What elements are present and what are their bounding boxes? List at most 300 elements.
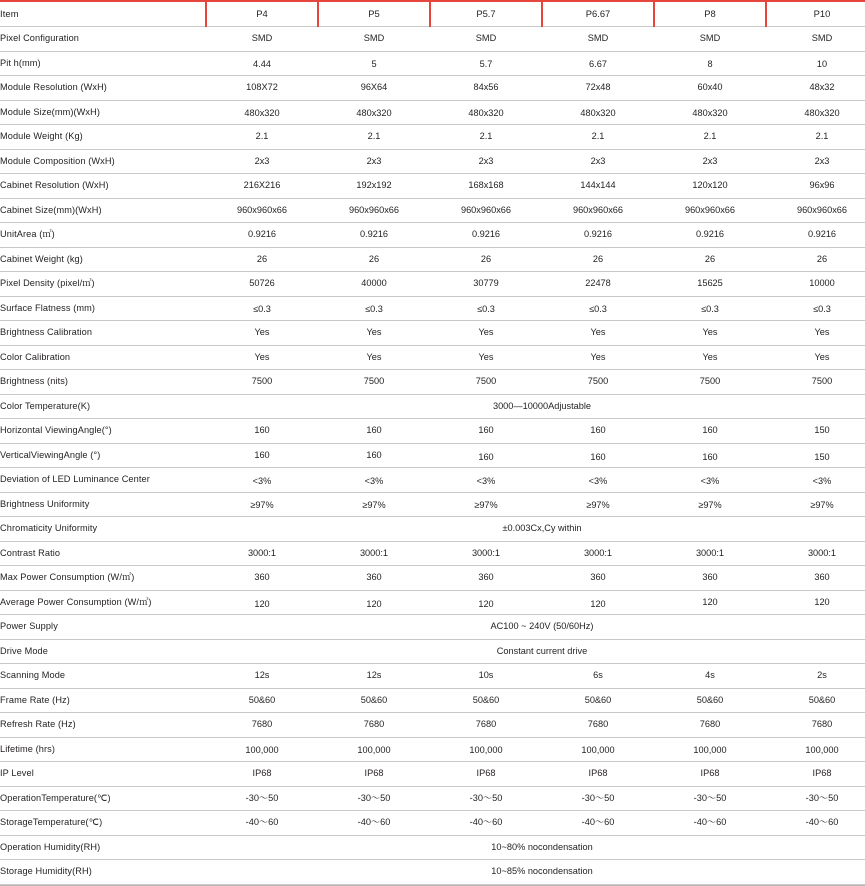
table-row bbox=[0, 370, 865, 395]
cell-text: 192x192 bbox=[356, 180, 392, 191]
row-value bbox=[766, 296, 865, 321]
row-value bbox=[206, 811, 318, 836]
cell-text: 3000:1 bbox=[359, 547, 389, 558]
row-label: Refresh Rate (Hz) bbox=[0, 713, 206, 738]
specification-table bbox=[0, 2, 865, 885]
row-label: Scanning Mode bbox=[0, 664, 206, 689]
cell-text: -40～60 bbox=[581, 817, 615, 828]
cell-text: 360 bbox=[814, 572, 830, 583]
row-value bbox=[542, 688, 654, 713]
row-value bbox=[206, 149, 318, 174]
cell-text: 100,000 bbox=[245, 744, 279, 755]
row-value bbox=[766, 76, 865, 101]
row-value bbox=[206, 125, 318, 150]
row-label: Cabinet Size(mm)(WxH) bbox=[0, 198, 206, 223]
row-value bbox=[430, 51, 542, 76]
cell-text: 160 bbox=[254, 449, 270, 460]
row-label: Deviation of LED Luminance Center bbox=[0, 468, 206, 493]
row-value bbox=[654, 125, 766, 150]
row-value bbox=[430, 713, 542, 738]
row-value-merged: ±0.003Cx,Cy within bbox=[206, 517, 865, 542]
cell-text: 8 bbox=[707, 58, 713, 69]
cell-text: -40～60 bbox=[693, 817, 727, 828]
row-value bbox=[542, 125, 654, 150]
cell-text: <3% bbox=[476, 476, 496, 487]
cell-text: 26 bbox=[704, 253, 716, 264]
cell-text: ≤0.3 bbox=[813, 303, 831, 314]
row-label: Module Composition (WxH) bbox=[0, 149, 206, 174]
cell-text: Yes bbox=[254, 327, 270, 338]
cell-text: 160 bbox=[590, 425, 606, 436]
row-value bbox=[542, 223, 654, 248]
cell-text: 360 bbox=[254, 572, 270, 583]
row-value bbox=[654, 762, 766, 787]
column-header-1: P4 bbox=[206, 2, 318, 27]
cell-text: 2.1 bbox=[479, 131, 493, 142]
table-row bbox=[0, 223, 865, 248]
cell-text: 3000:1 bbox=[695, 547, 725, 558]
cell-text: 6s bbox=[593, 670, 603, 681]
row-value bbox=[430, 566, 542, 591]
column-header-5: P8 bbox=[654, 2, 766, 27]
row-value bbox=[766, 492, 865, 517]
table-row bbox=[0, 345, 865, 370]
cell-text: 5 bbox=[371, 58, 377, 69]
cell-text: 50&60 bbox=[808, 694, 836, 705]
cell-text: 120 bbox=[814, 596, 830, 607]
cell-text: Yes bbox=[366, 351, 382, 362]
cell-text: 360 bbox=[478, 572, 494, 583]
row-value bbox=[542, 272, 654, 297]
cell-text: 108X72 bbox=[246, 82, 278, 93]
row-value bbox=[542, 149, 654, 174]
table-row bbox=[0, 688, 865, 713]
row-value bbox=[766, 737, 865, 762]
table-row bbox=[0, 811, 865, 836]
row-value-merged: Constant current drive bbox=[206, 639, 865, 664]
row-value bbox=[542, 27, 654, 52]
row-value bbox=[542, 786, 654, 811]
column-header-6: P10 bbox=[766, 2, 865, 27]
row-value bbox=[318, 762, 430, 787]
cell-text: IP68 bbox=[812, 768, 832, 779]
row-value bbox=[654, 688, 766, 713]
cell-text: 160 bbox=[590, 451, 606, 462]
cell-text: 144x144 bbox=[580, 180, 616, 191]
table-row bbox=[0, 468, 865, 493]
row-value bbox=[318, 125, 430, 150]
row-label: Power Supply bbox=[0, 615, 206, 640]
cell-text: ≤0.3 bbox=[589, 303, 607, 314]
cell-text: 10000 bbox=[809, 278, 835, 289]
row-label: Cabinet Weight (kg) bbox=[0, 247, 206, 272]
cell-text: 48x32 bbox=[809, 82, 835, 93]
cell-text: SMD bbox=[251, 33, 273, 44]
row-value bbox=[206, 590, 318, 615]
cell-text: 360 bbox=[590, 572, 606, 583]
cell-text: 26 bbox=[816, 253, 828, 264]
cell-text: 7500 bbox=[587, 376, 609, 387]
row-value bbox=[654, 247, 766, 272]
row-value bbox=[542, 76, 654, 101]
row-value bbox=[542, 664, 654, 689]
row-value bbox=[766, 223, 865, 248]
table-row bbox=[0, 835, 865, 860]
cell-text: ≤0.3 bbox=[253, 303, 271, 314]
table-row bbox=[0, 737, 865, 762]
cell-text: 2x3 bbox=[366, 155, 382, 166]
cell-text: <3% bbox=[700, 476, 720, 487]
cell-text: 30779 bbox=[473, 278, 499, 289]
row-value bbox=[318, 272, 430, 297]
cell-text: 2x3 bbox=[702, 155, 718, 166]
row-value bbox=[318, 76, 430, 101]
cell-text: 2.1 bbox=[591, 131, 605, 142]
table-row bbox=[0, 517, 865, 542]
row-value bbox=[318, 590, 430, 615]
cell-text: 12s bbox=[366, 670, 382, 681]
row-value bbox=[542, 296, 654, 321]
row-value bbox=[654, 76, 766, 101]
row-value bbox=[206, 541, 318, 566]
row-label: Pixel Configuration bbox=[0, 27, 206, 52]
table-row bbox=[0, 321, 865, 346]
cell-text: 960x960x66 bbox=[796, 204, 848, 215]
row-value bbox=[318, 713, 430, 738]
row-value bbox=[654, 149, 766, 174]
cell-text: 960x960x66 bbox=[236, 204, 288, 215]
cell-text: Yes bbox=[254, 351, 270, 362]
row-value bbox=[766, 321, 865, 346]
cell-text: Yes bbox=[814, 327, 830, 338]
cell-text: SMD bbox=[363, 33, 385, 44]
row-value bbox=[206, 27, 318, 52]
cell-text: 960x960x66 bbox=[348, 204, 400, 215]
table-row bbox=[0, 296, 865, 321]
cell-text: Yes bbox=[702, 327, 718, 338]
row-value bbox=[654, 51, 766, 76]
cell-text: <3% bbox=[252, 476, 272, 487]
row-value-merged: 10~80% nocondensation bbox=[206, 835, 865, 860]
row-value bbox=[654, 272, 766, 297]
cell-text: 100,000 bbox=[469, 744, 503, 755]
cell-text: 40000 bbox=[361, 278, 387, 289]
row-value bbox=[206, 762, 318, 787]
row-value bbox=[206, 100, 318, 125]
row-value bbox=[654, 566, 766, 591]
row-value bbox=[318, 443, 430, 468]
cell-text: 50&60 bbox=[584, 694, 612, 705]
row-label: Operation Humidity(RH) bbox=[0, 835, 206, 860]
row-value bbox=[206, 76, 318, 101]
cell-text: -30～50 bbox=[357, 792, 391, 803]
row-value bbox=[654, 100, 766, 125]
cell-text: 50&60 bbox=[248, 694, 276, 705]
cell-text: 7680 bbox=[363, 719, 385, 730]
cell-text: 10 bbox=[816, 58, 828, 69]
cell-text: 160 bbox=[478, 425, 494, 436]
cell-text: -30～50 bbox=[693, 792, 727, 803]
cell-text: 160 bbox=[702, 425, 718, 436]
cell-text: 160 bbox=[366, 425, 382, 436]
cell-text: 2.1 bbox=[815, 131, 829, 142]
row-value bbox=[766, 100, 865, 125]
row-value bbox=[318, 468, 430, 493]
row-value bbox=[766, 566, 865, 591]
row-value bbox=[766, 345, 865, 370]
table-row bbox=[0, 590, 865, 615]
cell-text: 160 bbox=[254, 425, 270, 436]
row-value bbox=[542, 541, 654, 566]
cell-text: 120x120 bbox=[692, 180, 728, 191]
cell-text: ≥97% bbox=[250, 499, 274, 510]
cell-text: 480x320 bbox=[356, 107, 392, 118]
row-value bbox=[318, 223, 430, 248]
cell-text: 0.9216 bbox=[583, 229, 613, 240]
row-value bbox=[542, 345, 654, 370]
row-value bbox=[430, 76, 542, 101]
table-row bbox=[0, 664, 865, 689]
row-value bbox=[318, 811, 430, 836]
row-value bbox=[430, 296, 542, 321]
table-row bbox=[0, 492, 865, 517]
row-label: Color Temperature(K) bbox=[0, 394, 206, 419]
row-value bbox=[318, 100, 430, 125]
cell-text: 2x3 bbox=[814, 155, 830, 166]
cell-text: 50&60 bbox=[472, 694, 500, 705]
column-header-2: P5 bbox=[318, 2, 430, 27]
row-value bbox=[430, 370, 542, 395]
cell-text: 160 bbox=[702, 451, 718, 462]
row-value bbox=[206, 443, 318, 468]
cell-text: ≥97% bbox=[810, 499, 834, 510]
row-value bbox=[206, 468, 318, 493]
cell-text: 26 bbox=[592, 253, 604, 264]
row-value bbox=[766, 664, 865, 689]
row-value bbox=[430, 541, 542, 566]
cell-text: 2.1 bbox=[367, 131, 381, 142]
row-value bbox=[318, 51, 430, 76]
table-row bbox=[0, 174, 865, 199]
cell-text: SMD bbox=[475, 33, 497, 44]
row-value bbox=[206, 492, 318, 517]
row-value bbox=[430, 492, 542, 517]
row-value bbox=[542, 100, 654, 125]
cell-text: 50&60 bbox=[696, 694, 724, 705]
row-value bbox=[318, 149, 430, 174]
cell-text: 360 bbox=[366, 572, 382, 583]
cell-text: 160 bbox=[366, 449, 382, 460]
row-value bbox=[766, 713, 865, 738]
row-value bbox=[766, 468, 865, 493]
row-label: UnitArea (㎡) bbox=[0, 223, 206, 248]
cell-text: <3% bbox=[364, 476, 384, 487]
row-label: Lifetime (hrs) bbox=[0, 737, 206, 762]
row-value bbox=[654, 786, 766, 811]
table-row bbox=[0, 713, 865, 738]
row-value bbox=[766, 370, 865, 395]
cell-text: IP68 bbox=[364, 768, 384, 779]
table-row bbox=[0, 394, 865, 419]
cell-text: 0.9216 bbox=[471, 229, 501, 240]
cell-text: <3% bbox=[812, 476, 832, 487]
cell-text: 72x48 bbox=[585, 82, 611, 93]
cell-text: 2s bbox=[817, 670, 827, 681]
cell-text: 26 bbox=[368, 253, 380, 264]
cell-text: SMD bbox=[587, 33, 609, 44]
row-value bbox=[654, 468, 766, 493]
table-row bbox=[0, 272, 865, 297]
row-value bbox=[206, 174, 318, 199]
row-value bbox=[430, 100, 542, 125]
table-row bbox=[0, 860, 865, 885]
cell-text: 50726 bbox=[249, 278, 275, 289]
row-label: Pit h(mm) bbox=[0, 51, 206, 76]
table-row bbox=[0, 566, 865, 591]
row-label: Surface Flatness (mm) bbox=[0, 296, 206, 321]
cell-text: ≤0.3 bbox=[477, 303, 495, 314]
table-row bbox=[0, 76, 865, 101]
table-row bbox=[0, 51, 865, 76]
row-value bbox=[318, 296, 430, 321]
cell-text: -30～50 bbox=[805, 792, 839, 803]
cell-text: 3000:1 bbox=[247, 547, 277, 558]
cell-text: IP68 bbox=[476, 768, 496, 779]
row-value bbox=[766, 125, 865, 150]
cell-text: 480x320 bbox=[468, 107, 504, 118]
row-value bbox=[766, 174, 865, 199]
cell-text: Yes bbox=[590, 351, 606, 362]
row-value bbox=[318, 688, 430, 713]
row-value bbox=[318, 541, 430, 566]
cell-text: 5.7 bbox=[479, 58, 493, 69]
cell-text: 0.9216 bbox=[247, 229, 277, 240]
row-value bbox=[318, 737, 430, 762]
row-value bbox=[206, 51, 318, 76]
row-value bbox=[430, 345, 542, 370]
row-value bbox=[430, 419, 542, 444]
cell-text: 3000:1 bbox=[807, 547, 837, 558]
row-value bbox=[318, 321, 430, 346]
cell-text: 150 bbox=[814, 425, 830, 436]
cell-text: Yes bbox=[478, 351, 494, 362]
row-value bbox=[430, 223, 542, 248]
row-value bbox=[766, 198, 865, 223]
cell-text: -30～50 bbox=[581, 792, 615, 803]
cell-text: -40～60 bbox=[469, 817, 503, 828]
cell-text: 7500 bbox=[699, 376, 721, 387]
cell-text: 7680 bbox=[475, 719, 497, 730]
cell-text: 84x56 bbox=[473, 82, 499, 93]
cell-text: ≥97% bbox=[474, 499, 498, 510]
cell-text: 960x960x66 bbox=[684, 204, 736, 215]
row-value bbox=[542, 492, 654, 517]
row-value bbox=[542, 590, 654, 615]
row-label: Chromaticity Uniformity bbox=[0, 517, 206, 542]
row-value bbox=[206, 223, 318, 248]
row-value bbox=[542, 174, 654, 199]
row-value bbox=[430, 786, 542, 811]
row-label: Module Weight (Kg) bbox=[0, 125, 206, 150]
row-value bbox=[206, 737, 318, 762]
cell-text: 60x40 bbox=[697, 82, 723, 93]
row-value bbox=[206, 345, 318, 370]
row-value bbox=[206, 688, 318, 713]
cell-text: 480x320 bbox=[244, 107, 280, 118]
row-label: VerticalViewingAngle (°) bbox=[0, 443, 206, 468]
row-value bbox=[430, 149, 542, 174]
row-value bbox=[766, 419, 865, 444]
cell-text: 3000:1 bbox=[583, 547, 613, 558]
cell-text: 96x96 bbox=[809, 180, 835, 191]
row-value bbox=[654, 541, 766, 566]
row-value bbox=[430, 174, 542, 199]
cell-text: -30～50 bbox=[469, 792, 503, 803]
row-value bbox=[206, 321, 318, 346]
row-value bbox=[542, 419, 654, 444]
row-value bbox=[542, 51, 654, 76]
row-value bbox=[318, 174, 430, 199]
cell-text: 7680 bbox=[587, 719, 609, 730]
row-label: Drive Mode bbox=[0, 639, 206, 664]
row-value bbox=[430, 590, 542, 615]
cell-text: 100,000 bbox=[693, 744, 727, 755]
row-label: Module Size(mm)(WxH) bbox=[0, 100, 206, 125]
cell-text: Yes bbox=[702, 351, 718, 362]
row-value-merged: 3000—10000Adjustable bbox=[206, 394, 865, 419]
cell-text: 4.44 bbox=[253, 58, 271, 69]
cell-text: 120 bbox=[254, 598, 270, 609]
row-value bbox=[430, 27, 542, 52]
table-row bbox=[0, 27, 865, 52]
cell-text: 50&60 bbox=[360, 694, 388, 705]
row-value bbox=[766, 688, 865, 713]
cell-text: Yes bbox=[478, 327, 494, 338]
cell-text: 160 bbox=[478, 451, 494, 462]
cell-text: 100,000 bbox=[357, 744, 391, 755]
table-header-row bbox=[0, 2, 865, 27]
row-label: Pixel Density (pixel/㎡) bbox=[0, 272, 206, 297]
cell-text: 10s bbox=[478, 670, 494, 681]
row-value bbox=[654, 345, 766, 370]
row-value bbox=[206, 296, 318, 321]
row-value bbox=[430, 811, 542, 836]
cell-text: 22478 bbox=[585, 278, 611, 289]
cell-text: SMD bbox=[811, 33, 833, 44]
column-header-item: Item bbox=[0, 2, 206, 27]
row-value bbox=[766, 149, 865, 174]
cell-text: 0.9216 bbox=[695, 229, 725, 240]
cell-text: ≤0.3 bbox=[365, 303, 383, 314]
column-header-3: P5.7 bbox=[430, 2, 542, 27]
row-value bbox=[766, 786, 865, 811]
cell-text: 26 bbox=[256, 253, 268, 264]
row-value bbox=[430, 125, 542, 150]
row-value-merged: AC100 ~ 240V (50/60Hz) bbox=[206, 615, 865, 640]
row-value bbox=[430, 762, 542, 787]
cell-text: 480x320 bbox=[804, 107, 840, 118]
row-value bbox=[318, 27, 430, 52]
row-value bbox=[654, 492, 766, 517]
row-label: StorageTemperature(℃) bbox=[0, 811, 206, 836]
row-value bbox=[430, 321, 542, 346]
cell-text: 360 bbox=[702, 572, 718, 583]
table-row bbox=[0, 639, 865, 664]
cell-text: 480x320 bbox=[692, 107, 728, 118]
row-label: Frame Rate (Hz) bbox=[0, 688, 206, 713]
row-value bbox=[206, 419, 318, 444]
table-row bbox=[0, 541, 865, 566]
